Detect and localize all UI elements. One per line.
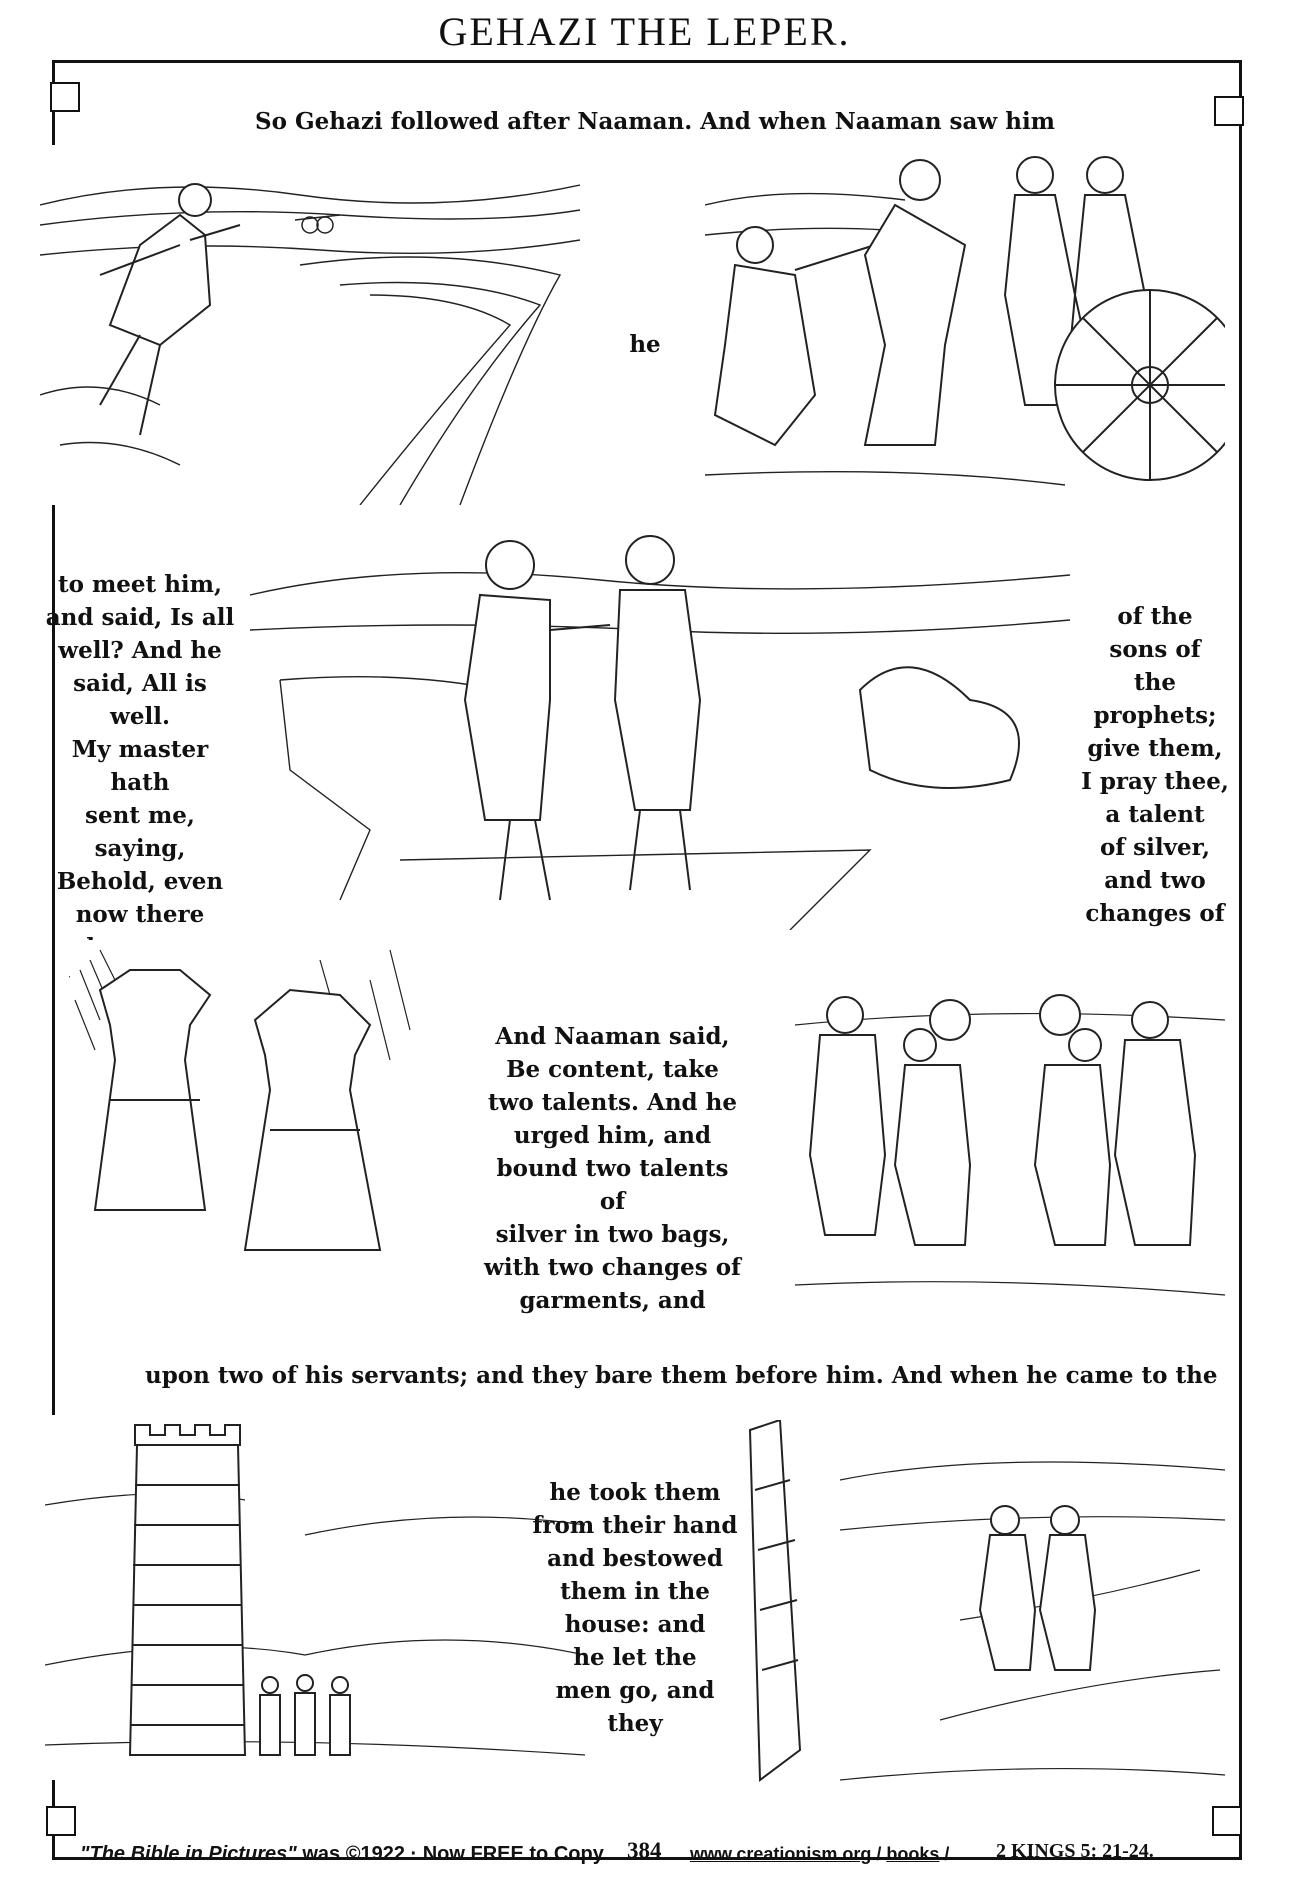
- corner-ornament: [46, 1806, 76, 1836]
- text-line-2: upon two of his servants; and they bare them before him. And when he came to the: [145, 1362, 1218, 1389]
- illustration-two-men-greeting: [250, 520, 1070, 930]
- text-block-left: to meet him, and said, Is all well? And he said, All is well. My master hath sent me, saying, Behold, even now there: [45, 571, 235, 928]
- text-he: he: [629, 331, 661, 358]
- website-link[interactable]: www.creationism.org / books /: [690, 1844, 950, 1864]
- text-block-right: of the sons of the prophets; give them, I pray thee, a talent of silver, and two changes of: [1081, 603, 1229, 927]
- corner-ornament: [50, 82, 80, 112]
- footer-credit: "The Bible in Pictures" was ©1922 · Now FREE to Copy.: [80, 1843, 608, 1865]
- tower-drawing: [45, 1415, 585, 1780]
- illustration-two-garments: [70, 940, 420, 1340]
- illustration-tower: [45, 1415, 585, 1780]
- walking-drawing: [740, 1420, 1225, 1790]
- illustration-servants-with-bags: [795, 985, 1225, 1325]
- corner-ornament: [1214, 96, 1244, 126]
- scripture-reference: 2 KINGS 5: 21-24.: [996, 1840, 1154, 1862]
- page-number: 384: [627, 1838, 662, 1863]
- servants-drawing: [795, 985, 1225, 1325]
- text-line-1: So Gehazi followed after Naaman. And when Naaman saw him: [255, 108, 1056, 135]
- kneeling-drawing: [705, 145, 1225, 545]
- text-block-bottom: he took them from their hand and bestowed them in the house: and he let the men go, and they: [532, 1479, 738, 1737]
- garments-drawing: [70, 940, 420, 1340]
- illustration-men-walking-away: [740, 1420, 1225, 1790]
- illustration-kneeling-before-naaman: [705, 145, 1225, 545]
- illustration-gehazi-running: [40, 145, 580, 505]
- text-block-center: And Naaman said, Be content, take two talents. And he urged him, and bound two talents of silver in two bags, with two changes of garments, and: [484, 1023, 741, 1314]
- gehazi-running-drawing: [40, 145, 580, 505]
- corner-ornament: [1212, 1806, 1242, 1836]
- greeting-drawing: [250, 520, 1070, 930]
- page-title: GEHAZI THE LEPER.: [438, 9, 851, 54]
